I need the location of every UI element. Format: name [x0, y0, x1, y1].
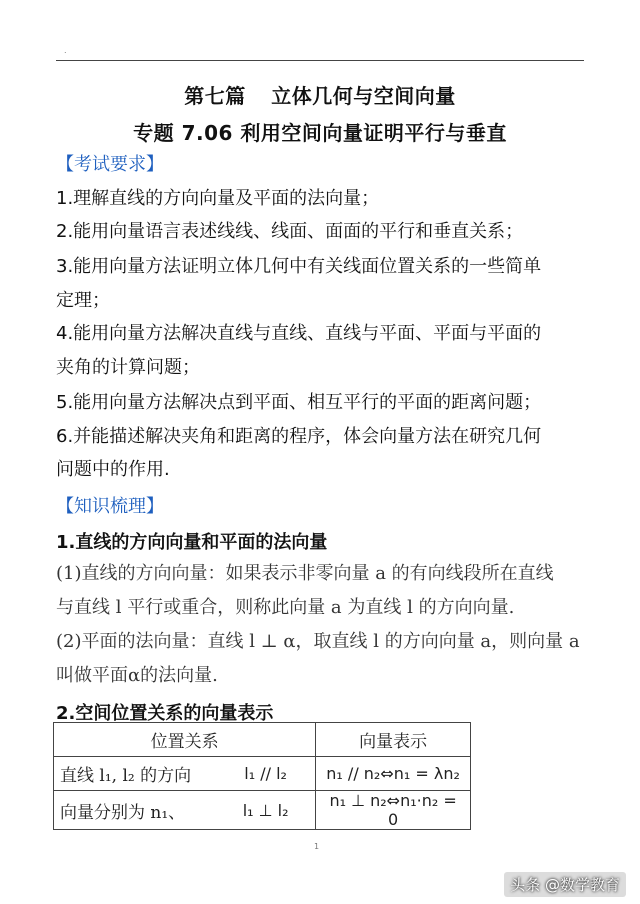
- requirement-line: 定理；: [56, 290, 110, 311]
- header-dot: .: [64, 46, 67, 55]
- requirement-line: 4.能用向量方法解决直线与直线、直线与平面、平面与平面的: [56, 323, 542, 344]
- requirement-line: 1.理解直线的方向向量及平面的法向量；: [56, 188, 380, 209]
- requirement-line: 3.能用向量方法证明立体几何中有关线面位置关系的一些简单: [56, 256, 542, 277]
- requirement-line: 6.并能描述解决夹角和距离的程序，体会向量方法在研究几何: [56, 426, 542, 447]
- requirement-line: 2.能用向量语言表述线线、线面、面面的平行和垂直关系；: [56, 221, 524, 242]
- table-cell-vector: n₁ // n₂⇔n₁ = λn₂: [316, 757, 471, 791]
- paragraph-normal-vector-line1: (2)平面的法向量：直线 l ⊥ α，取直线 l 的方向向量 a，则向量 a: [56, 631, 580, 652]
- table-header-row: [54, 723, 471, 757]
- table-cell-condition: 向量分别为 n₁、: [54, 791, 217, 830]
- knowledge-heading: 【知识梳理】: [56, 496, 164, 517]
- table-header-vector: 向量表示: [316, 723, 471, 757]
- requirement-line: 夹角的计算问题；: [56, 357, 200, 378]
- chapter-title: 第七篇 立体几何与空间向量: [184, 84, 456, 108]
- topic-title: 专题 7.06 利用空间向量证明平行与垂直: [133, 121, 507, 145]
- header-rule: [56, 60, 584, 61]
- table-cell-relation: l₁ // l₂: [216, 757, 316, 791]
- table-cell-condition: 直线 l₁, l₂ 的方向: [54, 757, 217, 791]
- table-row: [54, 757, 471, 791]
- paragraph-normal-vector-line2: 叫做平面α的法向量.: [56, 665, 218, 686]
- relations-table: [53, 722, 471, 830]
- watermark: 头条 @数学教育: [504, 872, 626, 897]
- requirements-heading: 【考试要求】: [56, 154, 164, 175]
- table-cell-relation: l₁ ⊥ l₂: [216, 791, 316, 830]
- table-header-position: 位置关系: [54, 723, 316, 757]
- paragraph-direction-vector-line1: (1)直线的方向向量：如果表示非零向量 a 的有向线段所在直线: [56, 563, 554, 584]
- table-row: [54, 791, 471, 830]
- requirement-line: 问题中的作用.: [56, 459, 170, 480]
- requirement-line: 5.能用向量方法解决点到平面、相互平行的平面的距离问题；: [56, 392, 542, 413]
- page-number: 1: [314, 842, 320, 851]
- table-cell-vector: n₁ ⊥ n₂⇔n₁·n₂ = 0: [316, 791, 471, 830]
- subheading-spatial-relations: 2.空间位置关系的向量表示: [56, 703, 274, 724]
- subheading-direction-normal: 1.直线的方向向量和平面的法向量: [56, 532, 328, 553]
- paragraph-direction-vector-line2: 与直线 l 平行或重合，则称此向量 a 为直线 l 的方向向量.: [56, 597, 515, 618]
